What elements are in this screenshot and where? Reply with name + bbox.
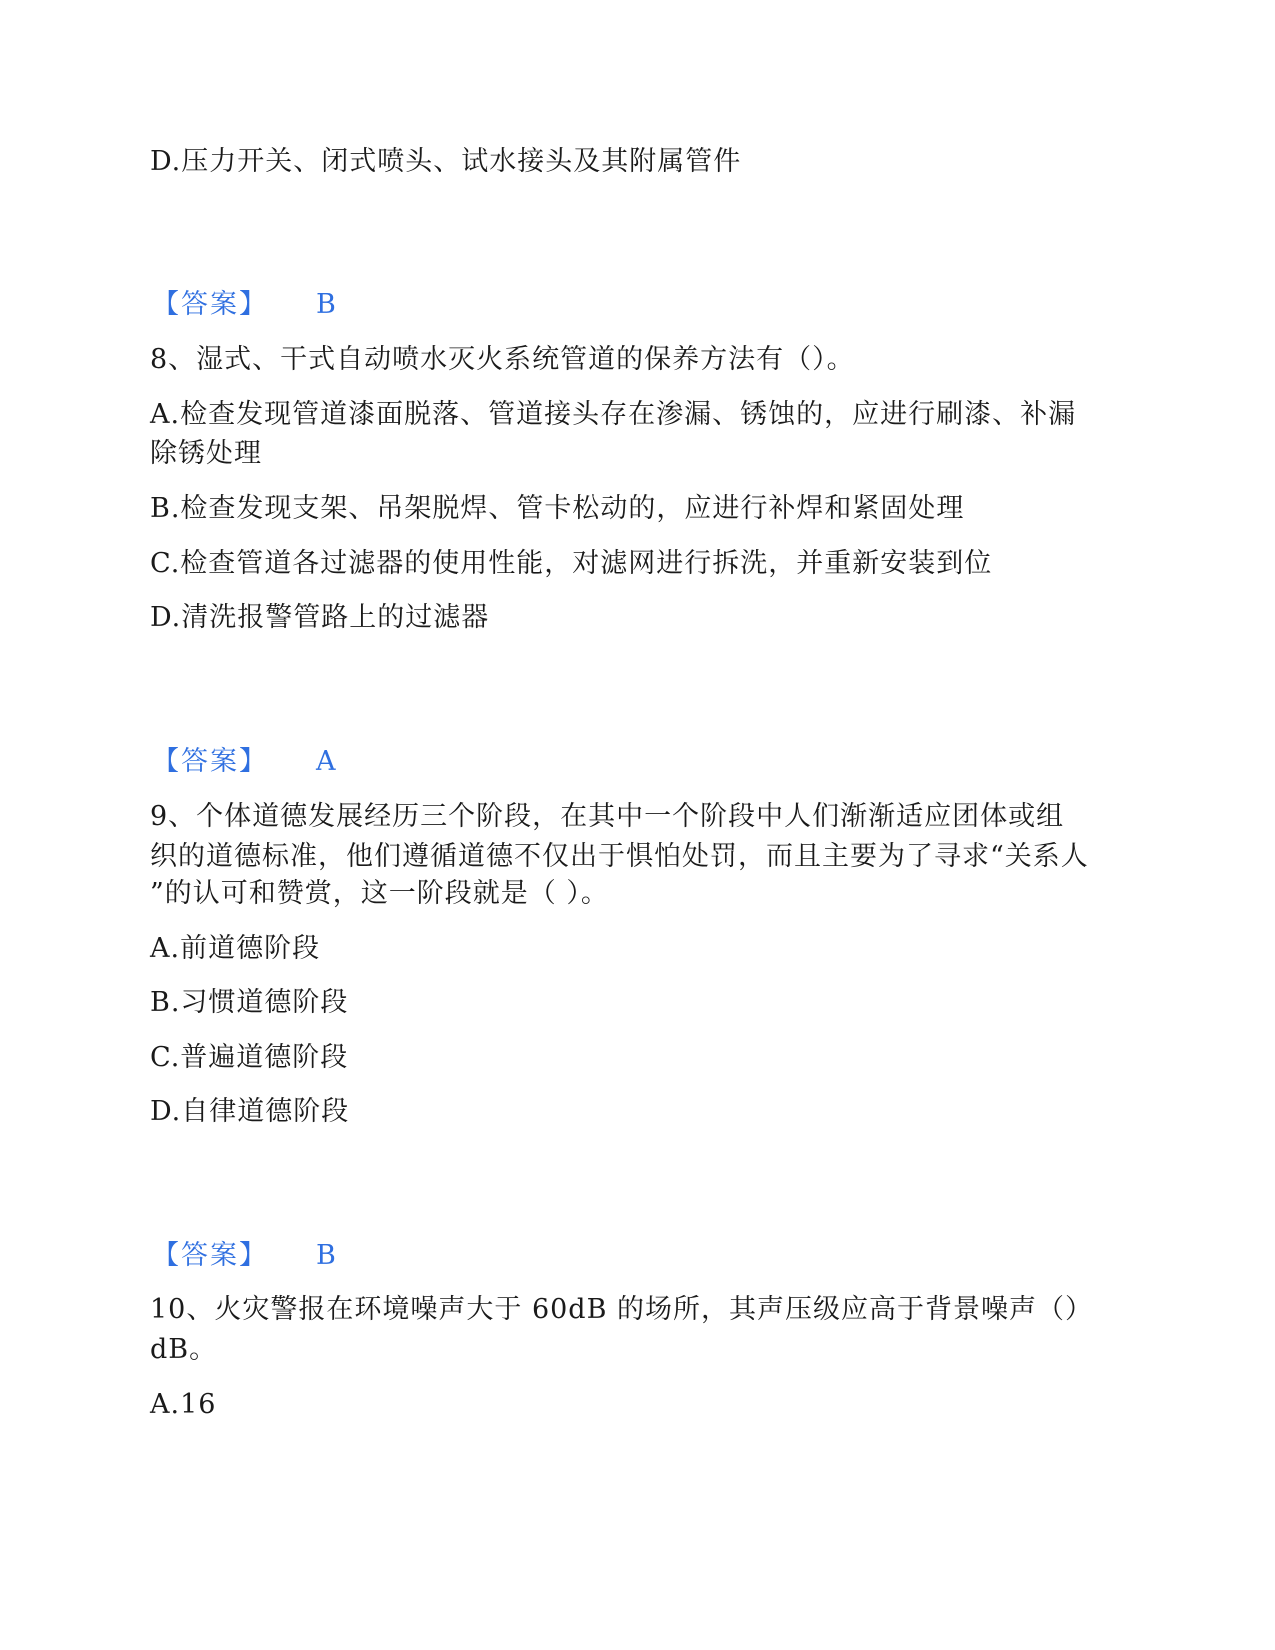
answer-7 xyxy=(152,285,336,325)
answer-8 xyxy=(152,742,336,782)
answer-value: A xyxy=(316,746,336,777)
answer-label: 【答案】 xyxy=(152,289,268,320)
q8-option-b: B.检查发现支架、吊架脱焊、管卡松动的，应进行补焊和紧固处理 xyxy=(150,493,965,524)
q8-option-c: C.检查管道各过滤器的使用性能，对滤网进行拆洗，并重新安装到位 xyxy=(150,548,993,579)
q9-option-a: A.前道德阶段 xyxy=(150,933,321,964)
answer-label: 【答案】 xyxy=(152,746,268,777)
q9-stem-cont-1: 织的道德标准，他们遵循道德不仅出于惧怕处罚，而且主要为了寻求“关系人 xyxy=(150,841,1089,872)
q8-stem: 8、湿式、干式自动喷水灭火系统管道的保养方法有（）。 xyxy=(150,344,855,375)
q10-option-a: A.16 xyxy=(150,1389,217,1420)
answer-label: 【答案】 xyxy=(152,1240,268,1271)
q8-option-a: A.检查发现管道漆面脱落、管道接头存在渗漏、锈蚀的，应进行刷漆、补漏 xyxy=(150,399,1077,430)
q10-stem-cont: dB。 xyxy=(150,1334,218,1365)
q9-stem-cont-2: ”的认可和赞赏，这一阶段就是（ ）。 xyxy=(150,878,609,909)
q9-stem: 9、个体道德发展经历三个阶段，在其中一个阶段中人们渐渐适应团体或组 xyxy=(150,801,1065,832)
answer-9 xyxy=(152,1236,336,1276)
answer-value: B xyxy=(316,1240,336,1271)
q8-option-a-cont: 除锈处理 xyxy=(150,438,262,469)
q9-option-b: B.习惯道德阶段 xyxy=(150,987,349,1018)
q7-option-d: D.压力开关、闭式喷头、试水接头及其附属管件 xyxy=(150,146,742,177)
q8-option-d: D.清洗报警管路上的过滤器 xyxy=(150,602,490,633)
q9-option-c: C.普遍道德阶段 xyxy=(150,1042,349,1073)
answer-value: B xyxy=(316,289,336,320)
q10-stem: 10、火灾警报在环境噪声大于 60dB 的场所，其声压级应高于背景噪声（） xyxy=(150,1294,1094,1325)
q9-option-d: D.自律道德阶段 xyxy=(150,1096,350,1127)
